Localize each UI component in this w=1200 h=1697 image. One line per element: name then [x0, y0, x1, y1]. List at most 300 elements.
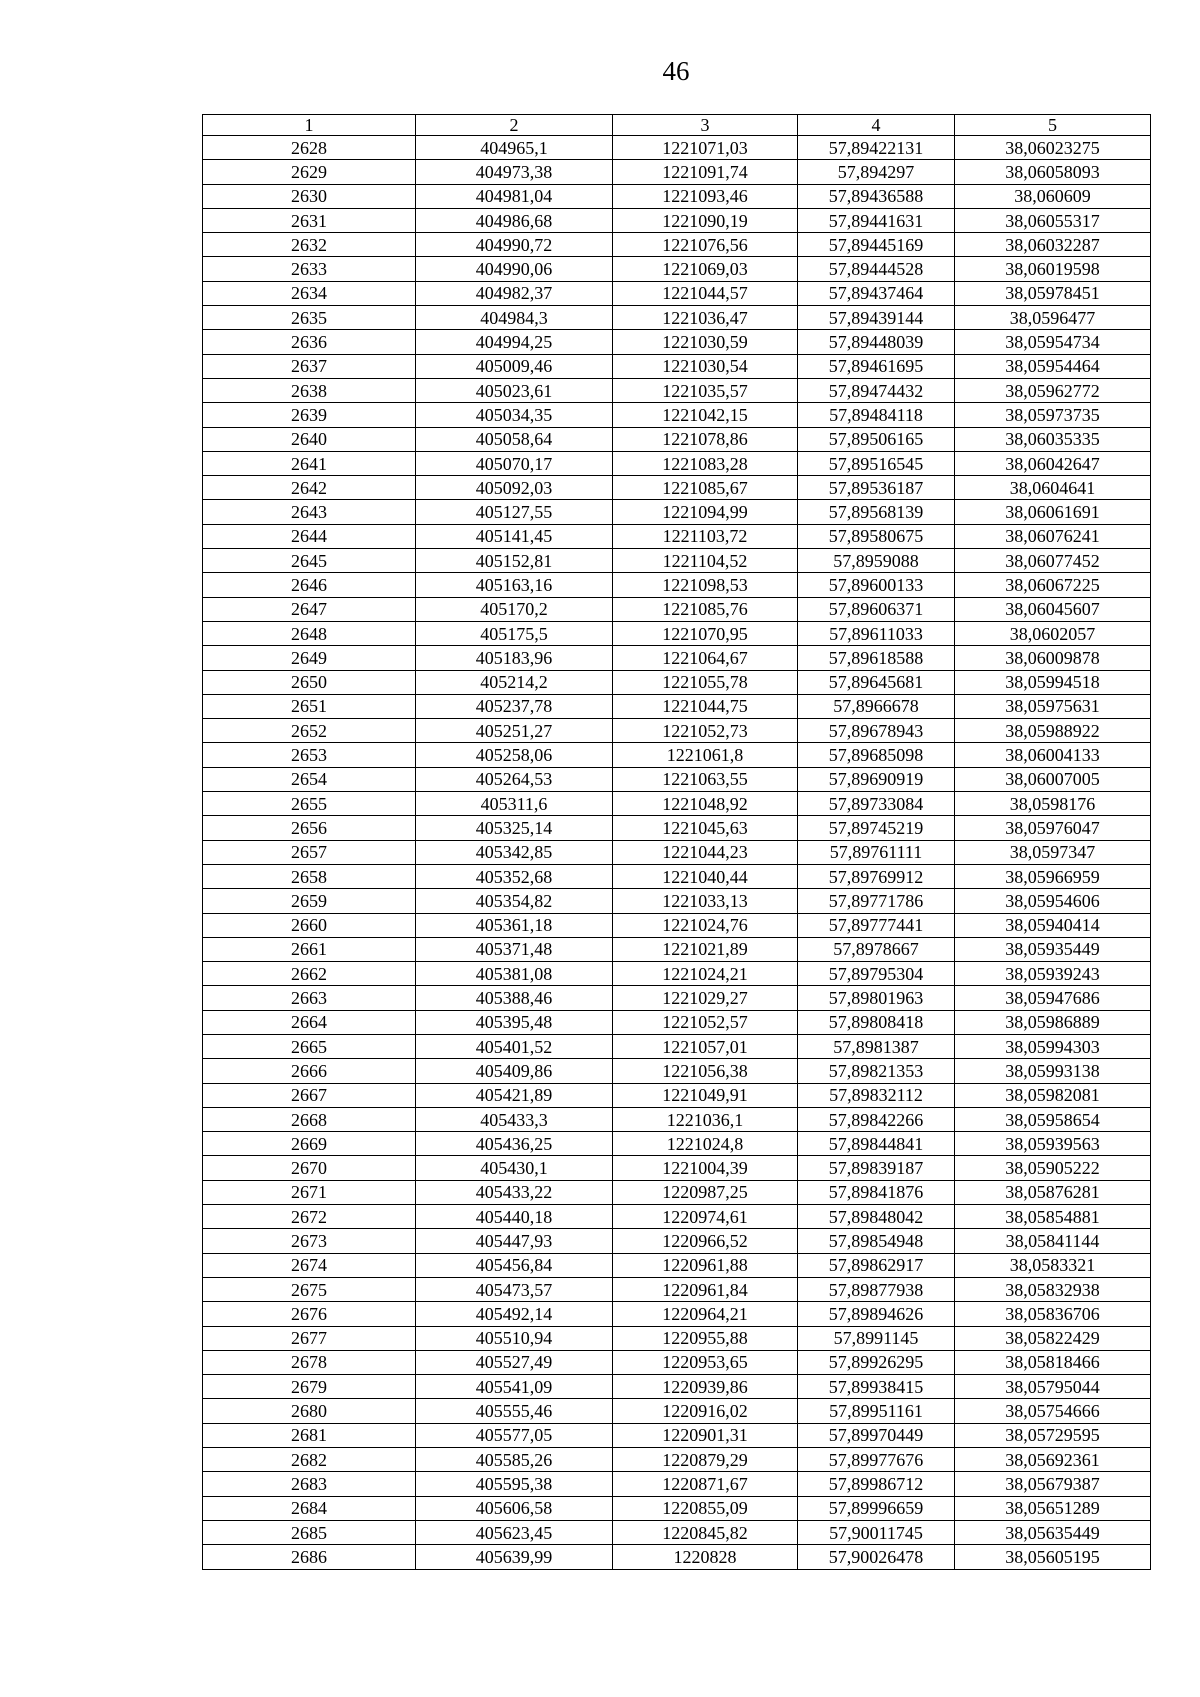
table-cell: 405395,48: [416, 1010, 613, 1034]
table-row: [203, 986, 1151, 1010]
table-row: [203, 306, 1151, 330]
table-cell: 38,05754666: [955, 1399, 1151, 1423]
table-cell: 1221091,74: [613, 160, 798, 184]
table-row: [203, 767, 1151, 791]
table-cell: 405430,1: [416, 1156, 613, 1180]
table-cell: 38,05692361: [955, 1448, 1151, 1472]
table-cell: 405381,08: [416, 962, 613, 986]
table-cell: 38,0596477: [955, 306, 1151, 330]
table-cell: 2660: [203, 913, 416, 937]
table-row: [203, 573, 1151, 597]
table-cell: 1220855,09: [613, 1496, 798, 1520]
table-cell: 405623,45: [416, 1520, 613, 1544]
table-cell: 2659: [203, 889, 416, 913]
table-cell: 2640: [203, 427, 416, 451]
table-cell: 2636: [203, 330, 416, 354]
table-cell: 2668: [203, 1107, 416, 1131]
table-cell: 1221085,76: [613, 597, 798, 621]
table-cell: 405436,25: [416, 1132, 613, 1156]
table-cell: 405214,2: [416, 670, 613, 694]
table-cell: 57,89437464: [798, 281, 955, 305]
table-cell: 1221076,56: [613, 233, 798, 257]
table-cell: 2630: [203, 184, 416, 208]
table-row: [203, 500, 1151, 524]
table-row: [203, 864, 1151, 888]
table-cell: 2655: [203, 792, 416, 816]
table-cell: 57,89690919: [798, 767, 955, 791]
table-cell: 57,89445169: [798, 233, 955, 257]
table-cell: 1221021,89: [613, 937, 798, 961]
table-row: [203, 1180, 1151, 1204]
column-header: 4: [798, 115, 955, 136]
table-row: [203, 1399, 1151, 1423]
table-cell: 405342,85: [416, 840, 613, 864]
table-cell: 1221029,27: [613, 986, 798, 1010]
table-row: [203, 1545, 1151, 1569]
table-cell: 1221024,21: [613, 962, 798, 986]
table-cell: 57,89611033: [798, 621, 955, 645]
table-cell: 1221070,95: [613, 621, 798, 645]
table-cell: 57,89844841: [798, 1132, 955, 1156]
table-cell: 57,89461695: [798, 354, 955, 378]
table-cell: 1221094,99: [613, 500, 798, 524]
table-cell: 2645: [203, 549, 416, 573]
table-cell: 2631: [203, 208, 416, 232]
table-row: [203, 476, 1151, 500]
table-cell: 1220953,65: [613, 1350, 798, 1374]
table-cell: 57,89568139: [798, 500, 955, 524]
table-cell: 1221004,39: [613, 1156, 798, 1180]
table-cell: 2652: [203, 719, 416, 743]
table-cell: 2642: [203, 476, 416, 500]
table-cell: 405541,09: [416, 1375, 613, 1399]
column-header: 5: [955, 115, 1151, 136]
table-cell: 38,06035335: [955, 427, 1151, 451]
table-row: [203, 1107, 1151, 1131]
table-row: [203, 913, 1151, 937]
table-cell: 1220845,82: [613, 1520, 798, 1544]
table-cell: 405585,26: [416, 1448, 613, 1472]
table-body: [203, 115, 1151, 1570]
table-cell: 38,05841144: [955, 1229, 1151, 1253]
table-cell: 1221071,03: [613, 136, 798, 160]
table-row: [203, 1302, 1151, 1326]
table-cell: 1221048,92: [613, 792, 798, 816]
table-cell: 1220955,88: [613, 1326, 798, 1350]
table-row: [203, 1496, 1151, 1520]
table-cell: 38,0597347: [955, 840, 1151, 864]
table-cell: 38,05854881: [955, 1205, 1151, 1229]
table-cell: 57,89441631: [798, 208, 955, 232]
table-cell: 1220964,21: [613, 1302, 798, 1326]
table-cell: 405577,05: [416, 1423, 613, 1447]
table-cell: 2633: [203, 257, 416, 281]
table-cell: 2647: [203, 597, 416, 621]
table-cell: 2686: [203, 1545, 416, 1569]
table-cell: 2634: [203, 281, 416, 305]
table-row: [203, 621, 1151, 645]
table-cell: 38,05954606: [955, 889, 1151, 913]
table-cell: 38,06061691: [955, 500, 1151, 524]
table-cell: 57,89951161: [798, 1399, 955, 1423]
table-cell: 38,06009878: [955, 646, 1151, 670]
table-row: [203, 840, 1151, 864]
table-cell: 1221061,8: [613, 743, 798, 767]
table-cell: 405639,99: [416, 1545, 613, 1569]
table-cell: 57,89777441: [798, 913, 955, 937]
table-cell: 57,89474432: [798, 378, 955, 402]
table-cell: 38,06055317: [955, 208, 1151, 232]
table-cell: 57,89926295: [798, 1350, 955, 1374]
table-cell: 2679: [203, 1375, 416, 1399]
table-cell: 405595,38: [416, 1472, 613, 1496]
table-cell: 57,90011745: [798, 1520, 955, 1544]
table-cell: 38,05962772: [955, 378, 1151, 402]
table-cell: 405473,57: [416, 1277, 613, 1301]
table-cell: 38,0598176: [955, 792, 1151, 816]
table-cell: 2648: [203, 621, 416, 645]
table-cell: 2667: [203, 1083, 416, 1107]
table-cell: 2675: [203, 1277, 416, 1301]
table-cell: 57,89821353: [798, 1059, 955, 1083]
table-cell: 405527,49: [416, 1350, 613, 1374]
table-cell: 405440,18: [416, 1205, 613, 1229]
table-cell: 38,05954734: [955, 330, 1151, 354]
table-cell: 38,05905222: [955, 1156, 1151, 1180]
column-header: 2: [416, 115, 613, 136]
coordinates-table: [202, 114, 1151, 1570]
table-cell: 2669: [203, 1132, 416, 1156]
table-cell: 1221030,59: [613, 330, 798, 354]
table-row: [203, 184, 1151, 208]
table-cell: 1220879,29: [613, 1448, 798, 1472]
table-cell: 38,06076241: [955, 524, 1151, 548]
table-row: [203, 670, 1151, 694]
table-cell: 1221055,78: [613, 670, 798, 694]
table-cell: 405371,48: [416, 937, 613, 961]
table-cell: 57,89771786: [798, 889, 955, 913]
table-cell: 57,89761111: [798, 840, 955, 864]
table-cell: 38,05679387: [955, 1472, 1151, 1496]
table-cell: 57,8991145: [798, 1326, 955, 1350]
table-cell: 38,05822429: [955, 1326, 1151, 1350]
table-cell: 405141,45: [416, 524, 613, 548]
table-cell: 57,89436588: [798, 184, 955, 208]
table-cell: 57,8966678: [798, 694, 955, 718]
table-cell: 2673: [203, 1229, 416, 1253]
table-cell: 1221083,28: [613, 451, 798, 475]
table-cell: 38,06045607: [955, 597, 1151, 621]
table-cell: 38,05947686: [955, 986, 1151, 1010]
table-cell: 2643: [203, 500, 416, 524]
table-cell: 2685: [203, 1520, 416, 1544]
table-cell: 57,89848042: [798, 1205, 955, 1229]
table-cell: 38,06042647: [955, 451, 1151, 475]
table-row: [203, 378, 1151, 402]
table-header-row: [203, 115, 1151, 136]
table-cell: 2653: [203, 743, 416, 767]
table-cell: 38,06067225: [955, 573, 1151, 597]
table-cell: 38,06058093: [955, 160, 1151, 184]
table-cell: 38,05966959: [955, 864, 1151, 888]
table-cell: 405555,46: [416, 1399, 613, 1423]
table-cell: 38,05976047: [955, 816, 1151, 840]
table-cell: 2628: [203, 136, 416, 160]
table-row: [203, 597, 1151, 621]
table-cell: 1221033,13: [613, 889, 798, 913]
table-cell: 405009,46: [416, 354, 613, 378]
table-cell: 1221024,76: [613, 913, 798, 937]
table-cell: 1221036,1: [613, 1107, 798, 1131]
table-cell: 57,89439144: [798, 306, 955, 330]
table-cell: 2681: [203, 1423, 416, 1447]
table-cell: 57,8981387: [798, 1034, 955, 1058]
table-cell: 405433,22: [416, 1180, 613, 1204]
table-row: [203, 1350, 1151, 1374]
table-cell: 405492,14: [416, 1302, 613, 1326]
table-cell: 405311,6: [416, 792, 613, 816]
table-cell: 2677: [203, 1326, 416, 1350]
table-cell: 1221063,55: [613, 767, 798, 791]
table-cell: 2671: [203, 1180, 416, 1204]
table-cell: 57,89678943: [798, 719, 955, 743]
table-cell: 38,06007005: [955, 767, 1151, 791]
table-cell: 2650: [203, 670, 416, 694]
table-cell: 1220974,61: [613, 1205, 798, 1229]
table-cell: 405352,68: [416, 864, 613, 888]
table-row: [203, 1010, 1151, 1034]
table-cell: 1221069,03: [613, 257, 798, 281]
table-cell: 57,89795304: [798, 962, 955, 986]
table-cell: 38,0604641: [955, 476, 1151, 500]
table-cell: 38,05994303: [955, 1034, 1151, 1058]
table-cell: 38,05605195: [955, 1545, 1151, 1569]
table-cell: 1221035,57: [613, 378, 798, 402]
table-cell: 405127,55: [416, 500, 613, 524]
table-cell: 2674: [203, 1253, 416, 1277]
table-cell: 57,89839187: [798, 1156, 955, 1180]
table-cell: 405456,84: [416, 1253, 613, 1277]
table-cell: 2682: [203, 1448, 416, 1472]
table-cell: 38,0583321: [955, 1253, 1151, 1277]
table-cell: 405401,52: [416, 1034, 613, 1058]
table-cell: 57,89842266: [798, 1107, 955, 1131]
table-cell: 2651: [203, 694, 416, 718]
table-row: [203, 524, 1151, 548]
table-cell: 405325,14: [416, 816, 613, 840]
table-cell: 1221040,44: [613, 864, 798, 888]
table-cell: 1220961,84: [613, 1277, 798, 1301]
table-cell: 1220987,25: [613, 1180, 798, 1204]
table-cell: 1220871,67: [613, 1472, 798, 1496]
table-cell: 2641: [203, 451, 416, 475]
table-cell: 1220939,86: [613, 1375, 798, 1399]
table-row: [203, 1277, 1151, 1301]
table-cell: 57,89606371: [798, 597, 955, 621]
table-cell: 2632: [203, 233, 416, 257]
table-cell: 2672: [203, 1205, 416, 1229]
table-cell: 2646: [203, 573, 416, 597]
table-cell: 57,89808418: [798, 1010, 955, 1034]
table-cell: 404990,06: [416, 257, 613, 281]
table-row: [203, 1472, 1151, 1496]
table-cell: 1221044,75: [613, 694, 798, 718]
table-cell: 57,89685098: [798, 743, 955, 767]
table-row: [203, 1448, 1151, 1472]
table-cell: 57,89841876: [798, 1180, 955, 1204]
table-cell: 1221098,53: [613, 573, 798, 597]
table-cell: 57,8978667: [798, 937, 955, 961]
table-cell: 2663: [203, 986, 416, 1010]
table-cell: 1221030,54: [613, 354, 798, 378]
table-cell: 1221044,57: [613, 281, 798, 305]
table-cell: 1221103,72: [613, 524, 798, 548]
table-cell: 38,05939563: [955, 1132, 1151, 1156]
table-cell: 1221064,67: [613, 646, 798, 670]
table-cell: 405092,03: [416, 476, 613, 500]
table-cell: 38,05958654: [955, 1107, 1151, 1131]
table-cell: 57,89645681: [798, 670, 955, 694]
table-cell: 405258,06: [416, 743, 613, 767]
table-cell: 57,89970449: [798, 1423, 955, 1447]
table-cell: 1221049,91: [613, 1083, 798, 1107]
table-cell: 38,05973735: [955, 403, 1151, 427]
table-row: [203, 208, 1151, 232]
table-cell: 57,89506165: [798, 427, 955, 451]
table-cell: 57,89448039: [798, 330, 955, 354]
table-cell: 38,06019598: [955, 257, 1151, 281]
table-row: [203, 427, 1151, 451]
table-cell: 405175,5: [416, 621, 613, 645]
table-cell: 2644: [203, 524, 416, 548]
table-cell: 2662: [203, 962, 416, 986]
table-cell: 2664: [203, 1010, 416, 1034]
column-header: 1: [203, 115, 416, 136]
table-cell: 2666: [203, 1059, 416, 1083]
table-cell: 57,89516545: [798, 451, 955, 475]
table-row: [203, 160, 1151, 184]
table-cell: 1220828: [613, 1545, 798, 1569]
table-cell: 1221044,23: [613, 840, 798, 864]
table-row: [203, 281, 1151, 305]
table-cell: 2635: [203, 306, 416, 330]
table-cell: 57,89854948: [798, 1229, 955, 1253]
table-cell: 404965,1: [416, 136, 613, 160]
table-cell: 405264,53: [416, 767, 613, 791]
table-cell: 38,05729595: [955, 1423, 1151, 1447]
table-cell: 405163,16: [416, 573, 613, 597]
page-number: 46: [662, 56, 690, 86]
table-cell: 2629: [203, 160, 416, 184]
table-cell: 2665: [203, 1034, 416, 1058]
table-cell: 38,05988922: [955, 719, 1151, 743]
table-cell: 404984,3: [416, 306, 613, 330]
table-cell: 38,05986889: [955, 1010, 1151, 1034]
table-cell: 1221090,19: [613, 208, 798, 232]
table-cell: 38,05832938: [955, 1277, 1151, 1301]
table-cell: 2676: [203, 1302, 416, 1326]
table-cell: 2639: [203, 403, 416, 427]
table-cell: 405152,81: [416, 549, 613, 573]
table-cell: 1221085,67: [613, 476, 798, 500]
table-cell: 405170,2: [416, 597, 613, 621]
table-cell: 57,89986712: [798, 1472, 955, 1496]
table-cell: 57,894297: [798, 160, 955, 184]
table-cell: 1221045,63: [613, 816, 798, 840]
table-row: [203, 1423, 1151, 1447]
table-row: [203, 937, 1151, 961]
table-row: [203, 889, 1151, 913]
table-cell: 405070,17: [416, 451, 613, 475]
table-cell: 57,89484118: [798, 403, 955, 427]
table-cell: 38,05994518: [955, 670, 1151, 694]
table-cell: 57,89733084: [798, 792, 955, 816]
table-row: [203, 792, 1151, 816]
table-row: [203, 257, 1151, 281]
table-cell: 38,05978451: [955, 281, 1151, 305]
table-cell: 57,89801963: [798, 986, 955, 1010]
table-cell: 2678: [203, 1350, 416, 1374]
table-cell: 38,06023275: [955, 136, 1151, 160]
table-row: [203, 354, 1151, 378]
table-cell: 38,06077452: [955, 549, 1151, 573]
table-cell: 404981,04: [416, 184, 613, 208]
table-cell: 57,89444528: [798, 257, 955, 281]
table-cell: 1221024,8: [613, 1132, 798, 1156]
table-row: [203, 1520, 1151, 1544]
table-cell: 405409,86: [416, 1059, 613, 1083]
table-cell: 405034,35: [416, 403, 613, 427]
table-row: [203, 1253, 1151, 1277]
table-row: [203, 451, 1151, 475]
table-cell: 57,89938415: [798, 1375, 955, 1399]
table-cell: 405361,18: [416, 913, 613, 937]
table-cell: 2654: [203, 767, 416, 791]
table-cell: 2656: [203, 816, 416, 840]
table-cell: 2649: [203, 646, 416, 670]
table-cell: 38,05635449: [955, 1520, 1151, 1544]
table-cell: 38,06004133: [955, 743, 1151, 767]
table-cell: 2684: [203, 1496, 416, 1520]
table-cell: 1221057,01: [613, 1034, 798, 1058]
table-cell: 405447,93: [416, 1229, 613, 1253]
table-cell: 57,90026478: [798, 1545, 955, 1569]
table-row: [203, 694, 1151, 718]
table-row: [203, 403, 1151, 427]
table-row: [203, 1326, 1151, 1350]
table-cell: 2680: [203, 1399, 416, 1423]
table-cell: 404986,68: [416, 208, 613, 232]
table-row: [203, 1083, 1151, 1107]
table-row: [203, 1132, 1151, 1156]
table-cell: 57,89862917: [798, 1253, 955, 1277]
table-cell: 405354,82: [416, 889, 613, 913]
table-cell: 1221042,15: [613, 403, 798, 427]
table-cell: 1220901,31: [613, 1423, 798, 1447]
table-cell: 1220966,52: [613, 1229, 798, 1253]
table-cell: 404973,38: [416, 160, 613, 184]
table-cell: 2661: [203, 937, 416, 961]
table-cell: 57,89580675: [798, 524, 955, 548]
table-cell: 57,89618588: [798, 646, 955, 670]
table-cell: 1221056,38: [613, 1059, 798, 1083]
table-cell: 1221093,46: [613, 184, 798, 208]
table-row: [203, 1205, 1151, 1229]
table-row: [203, 962, 1151, 986]
table-cell: 57,89832112: [798, 1083, 955, 1107]
table-cell: 1221052,57: [613, 1010, 798, 1034]
table-cell: 38,05975631: [955, 694, 1151, 718]
